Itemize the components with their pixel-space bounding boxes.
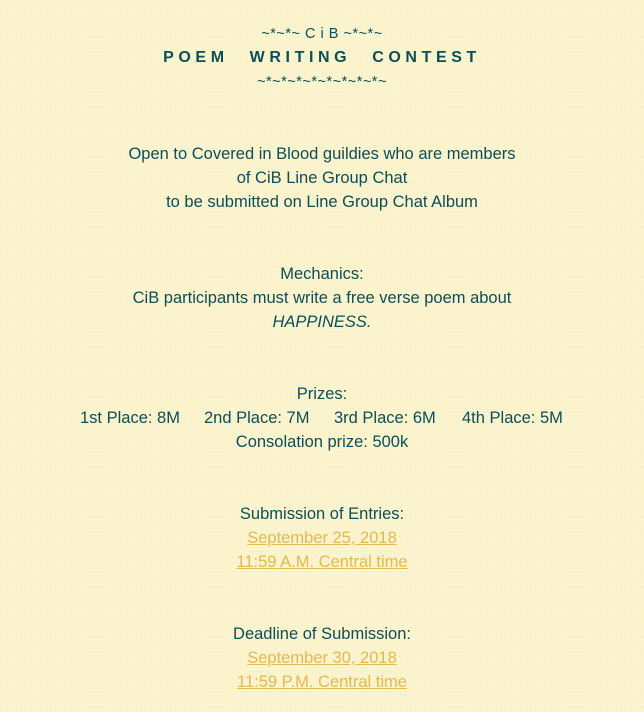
deadline-heading: Deadline of Submission: <box>233 625 411 643</box>
prize-second-place: 2nd Place: 7M <box>204 409 310 427</box>
deadline-date-link[interactable]: September 30, 2018 <box>247 649 397 667</box>
intro-line-3: to be submitted on Line Group Chat Album <box>166 193 478 211</box>
intro-line-1: Open to Covered in Blood guildies who are members <box>128 145 516 163</box>
intro-line-2: of CiB Line Group Chat <box>236 169 408 187</box>
prize-first-place: 1st Place: 8M <box>80 409 180 427</box>
submission-time-link[interactable]: 11:59 A.M. Central time <box>236 553 408 571</box>
prize-list <box>0 406 644 430</box>
mechanics-heading: Mechanics: <box>280 265 364 283</box>
deadline-date-line <box>0 646 644 670</box>
submission-time-line <box>0 550 644 574</box>
submission-date-line <box>0 526 644 550</box>
page-title: POEM WRITING CONTEST <box>163 49 481 66</box>
deadline-time-link[interactable]: 11:59 P.M. Central time <box>237 673 407 691</box>
header-bottom-decoration: ~*~*~*~*~*~*~*~*~ <box>257 74 387 90</box>
prizes-heading: Prizes: <box>296 385 348 403</box>
deadline-time-line <box>0 670 644 694</box>
prize-third-place: 3rd Place: 6M <box>334 409 436 427</box>
prize-fourth-place: 4th Place: 5M <box>462 409 563 427</box>
poem-theme: HAPPINESS. <box>272 313 372 331</box>
submission-heading: Submission of Entries: <box>239 505 405 523</box>
prize-consolation: Consolation prize: 500k <box>235 433 409 451</box>
submission-date-link[interactable]: September 25, 2018 <box>247 529 397 547</box>
header-top-decoration: ~*~*~ C i B ~*~*~ <box>261 26 383 42</box>
mechanics-description: CiB participants must write a free verse poem about <box>132 289 512 307</box>
